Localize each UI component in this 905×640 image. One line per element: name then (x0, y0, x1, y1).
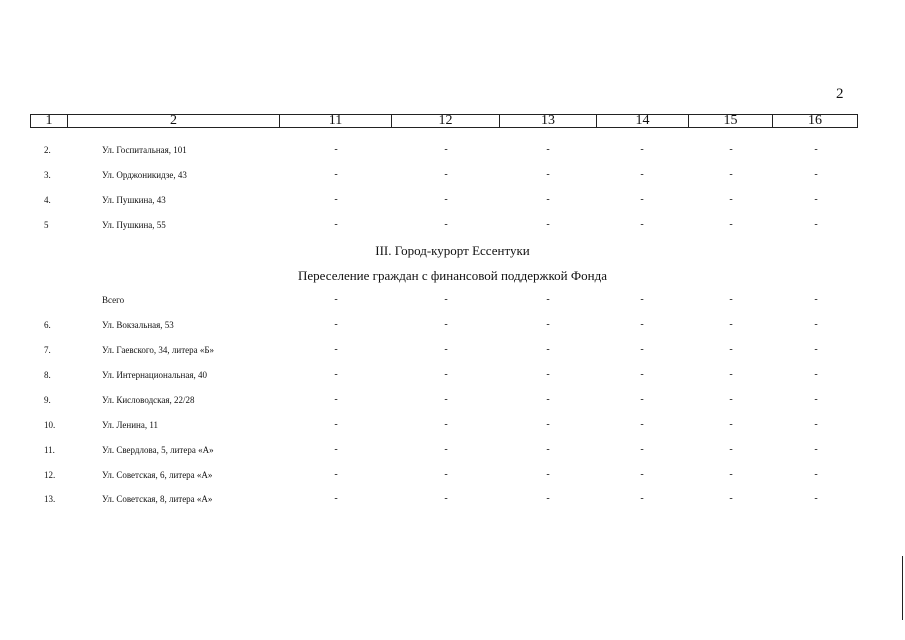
row-address: Ул. Орджоникидзе, 43 (102, 170, 187, 180)
row-value: - (814, 169, 818, 180)
row-value: - (729, 219, 733, 230)
row-address: Ул. Ленина, 11 (102, 420, 158, 430)
row-address: Ул. Госпитальная, 101 (102, 145, 187, 155)
table-row (0, 443, 905, 457)
scan-edge-line (902, 556, 903, 620)
row-address: Ул. Советская, 6, литера «А» (102, 470, 213, 480)
row-value: - (729, 444, 733, 455)
row-address: Ул. Вокзальная, 53 (102, 320, 174, 330)
row-value: - (334, 319, 338, 330)
row-value: - (444, 194, 448, 205)
table-row (0, 168, 905, 182)
row-value: - (546, 219, 550, 230)
row-value: - (814, 493, 818, 504)
row-value: - (444, 344, 448, 355)
table-header (30, 114, 858, 128)
row-value: - (814, 394, 818, 405)
row-value: - (640, 344, 644, 355)
row-address: Всего (102, 295, 125, 305)
row-value: - (729, 319, 733, 330)
table-row (0, 143, 905, 157)
row-value: - (814, 144, 818, 155)
row-value: - (729, 369, 733, 380)
row-value: - (444, 444, 448, 455)
table-row (0, 218, 905, 232)
table-row (0, 393, 905, 407)
header-cell-2: 2 (68, 115, 280, 128)
row-value: - (334, 344, 338, 355)
row-value: - (640, 444, 644, 455)
row-value: - (334, 493, 338, 504)
row-value: - (546, 469, 550, 480)
row-number: 9. (44, 395, 51, 405)
row-value: - (640, 369, 644, 380)
row-value: - (640, 219, 644, 230)
row-number: 2. (44, 145, 51, 155)
section-title: III. Город-курорт Ессентуки (375, 243, 530, 258)
row-value: - (444, 469, 448, 480)
row-value: - (640, 194, 644, 205)
row-value: - (444, 219, 448, 230)
row-value: - (729, 344, 733, 355)
table-row (0, 368, 905, 382)
row-value: - (814, 294, 818, 305)
row-value: - (334, 419, 338, 430)
row-value: - (729, 493, 733, 504)
row-value: - (546, 394, 550, 405)
row-address: Ул. Кисловодская, 22/28 (102, 395, 195, 405)
row-value: - (814, 319, 818, 330)
header-cell-13: 13 (500, 115, 597, 128)
row-value: - (334, 294, 338, 305)
row-value: - (334, 369, 338, 380)
row-value: - (729, 469, 733, 480)
row-value: - (444, 493, 448, 504)
row-value: - (814, 469, 818, 480)
row-value: - (444, 144, 448, 155)
row-value: - (814, 444, 818, 455)
row-value: - (444, 319, 448, 330)
row-number: 5 (44, 220, 49, 230)
row-value: - (640, 319, 644, 330)
header-cell-15: 15 (689, 115, 773, 128)
row-value: - (334, 219, 338, 230)
row-value: - (729, 294, 733, 305)
row-address: Ул. Гаевского, 34, литера «Б» (102, 345, 215, 355)
table-row (0, 418, 905, 432)
header-cell-1: 1 (31, 115, 68, 128)
row-number: 4. (44, 195, 51, 205)
row-value: - (334, 169, 338, 180)
row-value: - (814, 219, 818, 230)
row-value: - (640, 144, 644, 155)
row-number: 11. (44, 445, 55, 455)
row-value: - (546, 444, 550, 455)
row-address: Ул. Интернациональная, 40 (102, 370, 207, 380)
header-cell-12: 12 (392, 115, 500, 128)
row-value: - (814, 344, 818, 355)
header-cell-16: 16 (808, 113, 822, 128)
row-value: - (729, 419, 733, 430)
header-cell-14: 14 (597, 115, 689, 128)
row-value: - (640, 169, 644, 180)
table-row (0, 193, 905, 207)
section-subtitle: Переселение граждан с финансовой поддержкой Фонда (298, 268, 607, 283)
table-row (0, 468, 905, 482)
row-value: - (546, 493, 550, 504)
row-value: - (640, 394, 644, 405)
row-value: - (444, 294, 448, 305)
row-value: - (546, 344, 550, 355)
table-row (0, 318, 905, 332)
row-address: Ул. Пушкина, 55 (102, 220, 166, 230)
row-value: - (334, 394, 338, 405)
row-value: - (334, 469, 338, 480)
row-value: - (444, 394, 448, 405)
row-address: Ул. Свердлова, 5, литера «А» (102, 445, 214, 455)
row-value: - (640, 419, 644, 430)
row-number: 10. (44, 420, 56, 430)
row-value: - (729, 169, 733, 180)
row-value: - (546, 294, 550, 305)
row-value: - (640, 469, 644, 480)
row-value: - (729, 394, 733, 405)
row-value: - (546, 419, 550, 430)
row-address: Ул. Советская, 8, литера «А» (102, 494, 213, 504)
row-value: - (444, 169, 448, 180)
row-value: - (546, 144, 550, 155)
row-value: - (729, 194, 733, 205)
page-number: 2 (836, 86, 844, 102)
row-value: - (546, 194, 550, 205)
row-number: 7. (44, 345, 51, 355)
row-number: 8. (44, 370, 51, 380)
header-cell-11: 11 (280, 115, 392, 128)
row-value: - (814, 369, 818, 380)
row-value: - (444, 419, 448, 430)
row-number: 3. (44, 170, 51, 180)
row-value: - (546, 319, 550, 330)
row-number: 13. (44, 494, 56, 504)
row-address: Ул. Пушкина, 43 (102, 195, 166, 205)
row-value: - (334, 144, 338, 155)
row-value: - (546, 169, 550, 180)
row-value: - (640, 294, 644, 305)
row-value: - (444, 369, 448, 380)
row-value: - (814, 194, 818, 205)
table-row (0, 343, 905, 357)
row-number: 12. (44, 470, 56, 480)
row-value: - (814, 419, 818, 430)
row-value: - (334, 194, 338, 205)
row-number: 6. (44, 320, 51, 330)
row-value: - (640, 493, 644, 504)
row-value: - (546, 369, 550, 380)
table-row (0, 293, 905, 307)
table-row (0, 492, 905, 506)
row-value: - (729, 144, 733, 155)
row-value: - (334, 444, 338, 455)
